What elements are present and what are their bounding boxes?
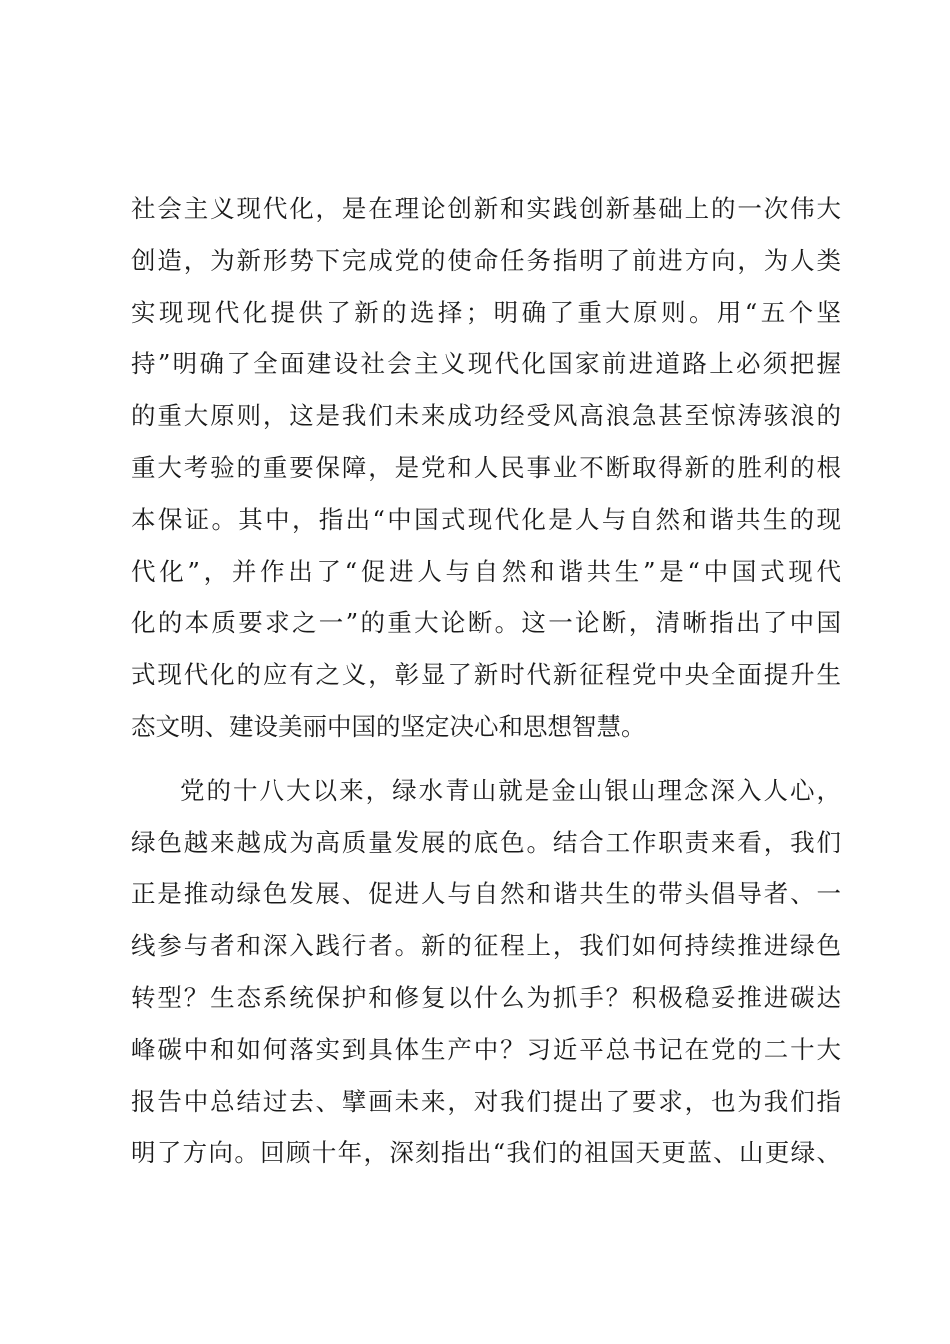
text-line: 态文明、建设美丽中国的坚定决心和思想智慧。 (131, 711, 646, 741)
body-text (131, 183, 841, 1179)
text-line: 明了方向。回顾十年，深刻指出“我们的祖国天更蓝、山更绿、 (131, 1138, 841, 1168)
text-line: 线参与者和深入践行者。新的征程上，我们如何持续推进绿色 (131, 931, 841, 961)
text-line: 实现现代化提供了新的选择；明确了重大原则。用“五个坚 (131, 297, 841, 327)
text-line: 峰碳中和如何落实到具体生产中？习近平总书记在党的二十大 (131, 1034, 841, 1064)
text-line: 重大考验的重要保障，是党和人民事业不断取得新的胜利的根 (131, 452, 841, 482)
text-line: 党的十八大以来，绿水青山就是金山银山理念深入人心， (180, 775, 841, 805)
text-line: 化的本质要求之一”的重大论断。这一论断，清晰指出了中国 (131, 608, 841, 638)
paragraph-gap (131, 753, 841, 765)
text-line: 社会主义现代化，是在理论创新和实践创新基础上的一次伟大 (131, 194, 841, 223)
paragraph-2 (131, 765, 841, 1179)
text-line: 的重大原则，这是我们未来成功经受风高浪急甚至惊涛骇浪的 (131, 401, 841, 431)
text-line: 式现代化的应有之义，彰显了新时代新征程党中央全面提升生 (131, 660, 841, 690)
text-line: 创造，为新形势下完成党的使命任务指明了前进方向，为人类 (131, 245, 841, 275)
text-line: 转型？生态系统保护和修复以什么为抓手？积极稳妥推进碳达 (131, 982, 841, 1012)
text-line: 本保证。其中，指出“中国式现代化是人与自然和谐共生的现 (131, 504, 841, 534)
text-line: 报告中总结过去、擘画未来，对我们提出了要求，也为我们指 (131, 1086, 841, 1116)
text-line: 代化”，并作出了“促进人与自然和谐共生”是“中国式现代 (131, 556, 841, 586)
text-line: 绿色越来越成为高质量发展的底色。结合工作职责来看，我们 (131, 827, 841, 857)
paragraph-1 (131, 183, 841, 753)
text-line: 持”明确了全面建设社会主义现代化国家前进道路上必须把握 (131, 349, 841, 379)
text-line: 正是推动绿色发展、促进人与自然和谐共生的带头倡导者、一 (131, 879, 841, 909)
